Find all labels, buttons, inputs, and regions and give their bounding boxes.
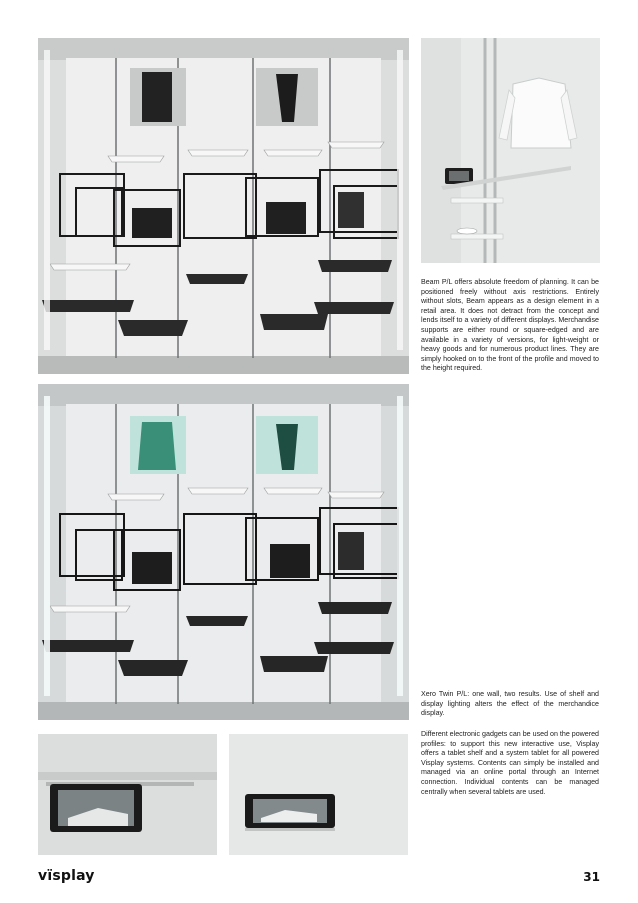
visplay-logo: vïsplay [38, 868, 95, 884]
photo-xero-twin-shelf-wall [38, 384, 409, 720]
photo-tablet-closeup-left [38, 734, 217, 855]
photo-tablet-closeup-right [229, 734, 408, 855]
xero-twin-caption: Xero Twin P/L: one wall, two results. Use of shelf and display lighting alters the effect of the merchandice display. [421, 690, 599, 718]
photo-tablet-shelf-shirt [421, 38, 600, 263]
beam-caption: Beam P/L offers absolute freedom of planning. It can be positioned freely without axis restrictions. Entirely without slots, Beam appears as a design element in a retail area. It does not detract from the concept and lends itself to a variety of different displays. Merchandise supports are either round or square-edged and are available in a variety of versions, for light-weight or heavy goods and for numerous product lines. They are simply hooked on to the front of the profile and moved to the height required. [421, 278, 599, 373]
photo-beam-shelf-wall [38, 38, 409, 374]
gadgets-caption: Different electronic gadgets can be used on the powered profiles: to support this new interactive use, Visplay offers a tablet shelf and a system tablet for all powered Visplay systems. Contents can simply be installed and managed via an online portal through an Internet connection. Individual contents can be managed centrally when several tablets are used. [421, 730, 599, 796]
page-number: 31 [583, 870, 600, 884]
